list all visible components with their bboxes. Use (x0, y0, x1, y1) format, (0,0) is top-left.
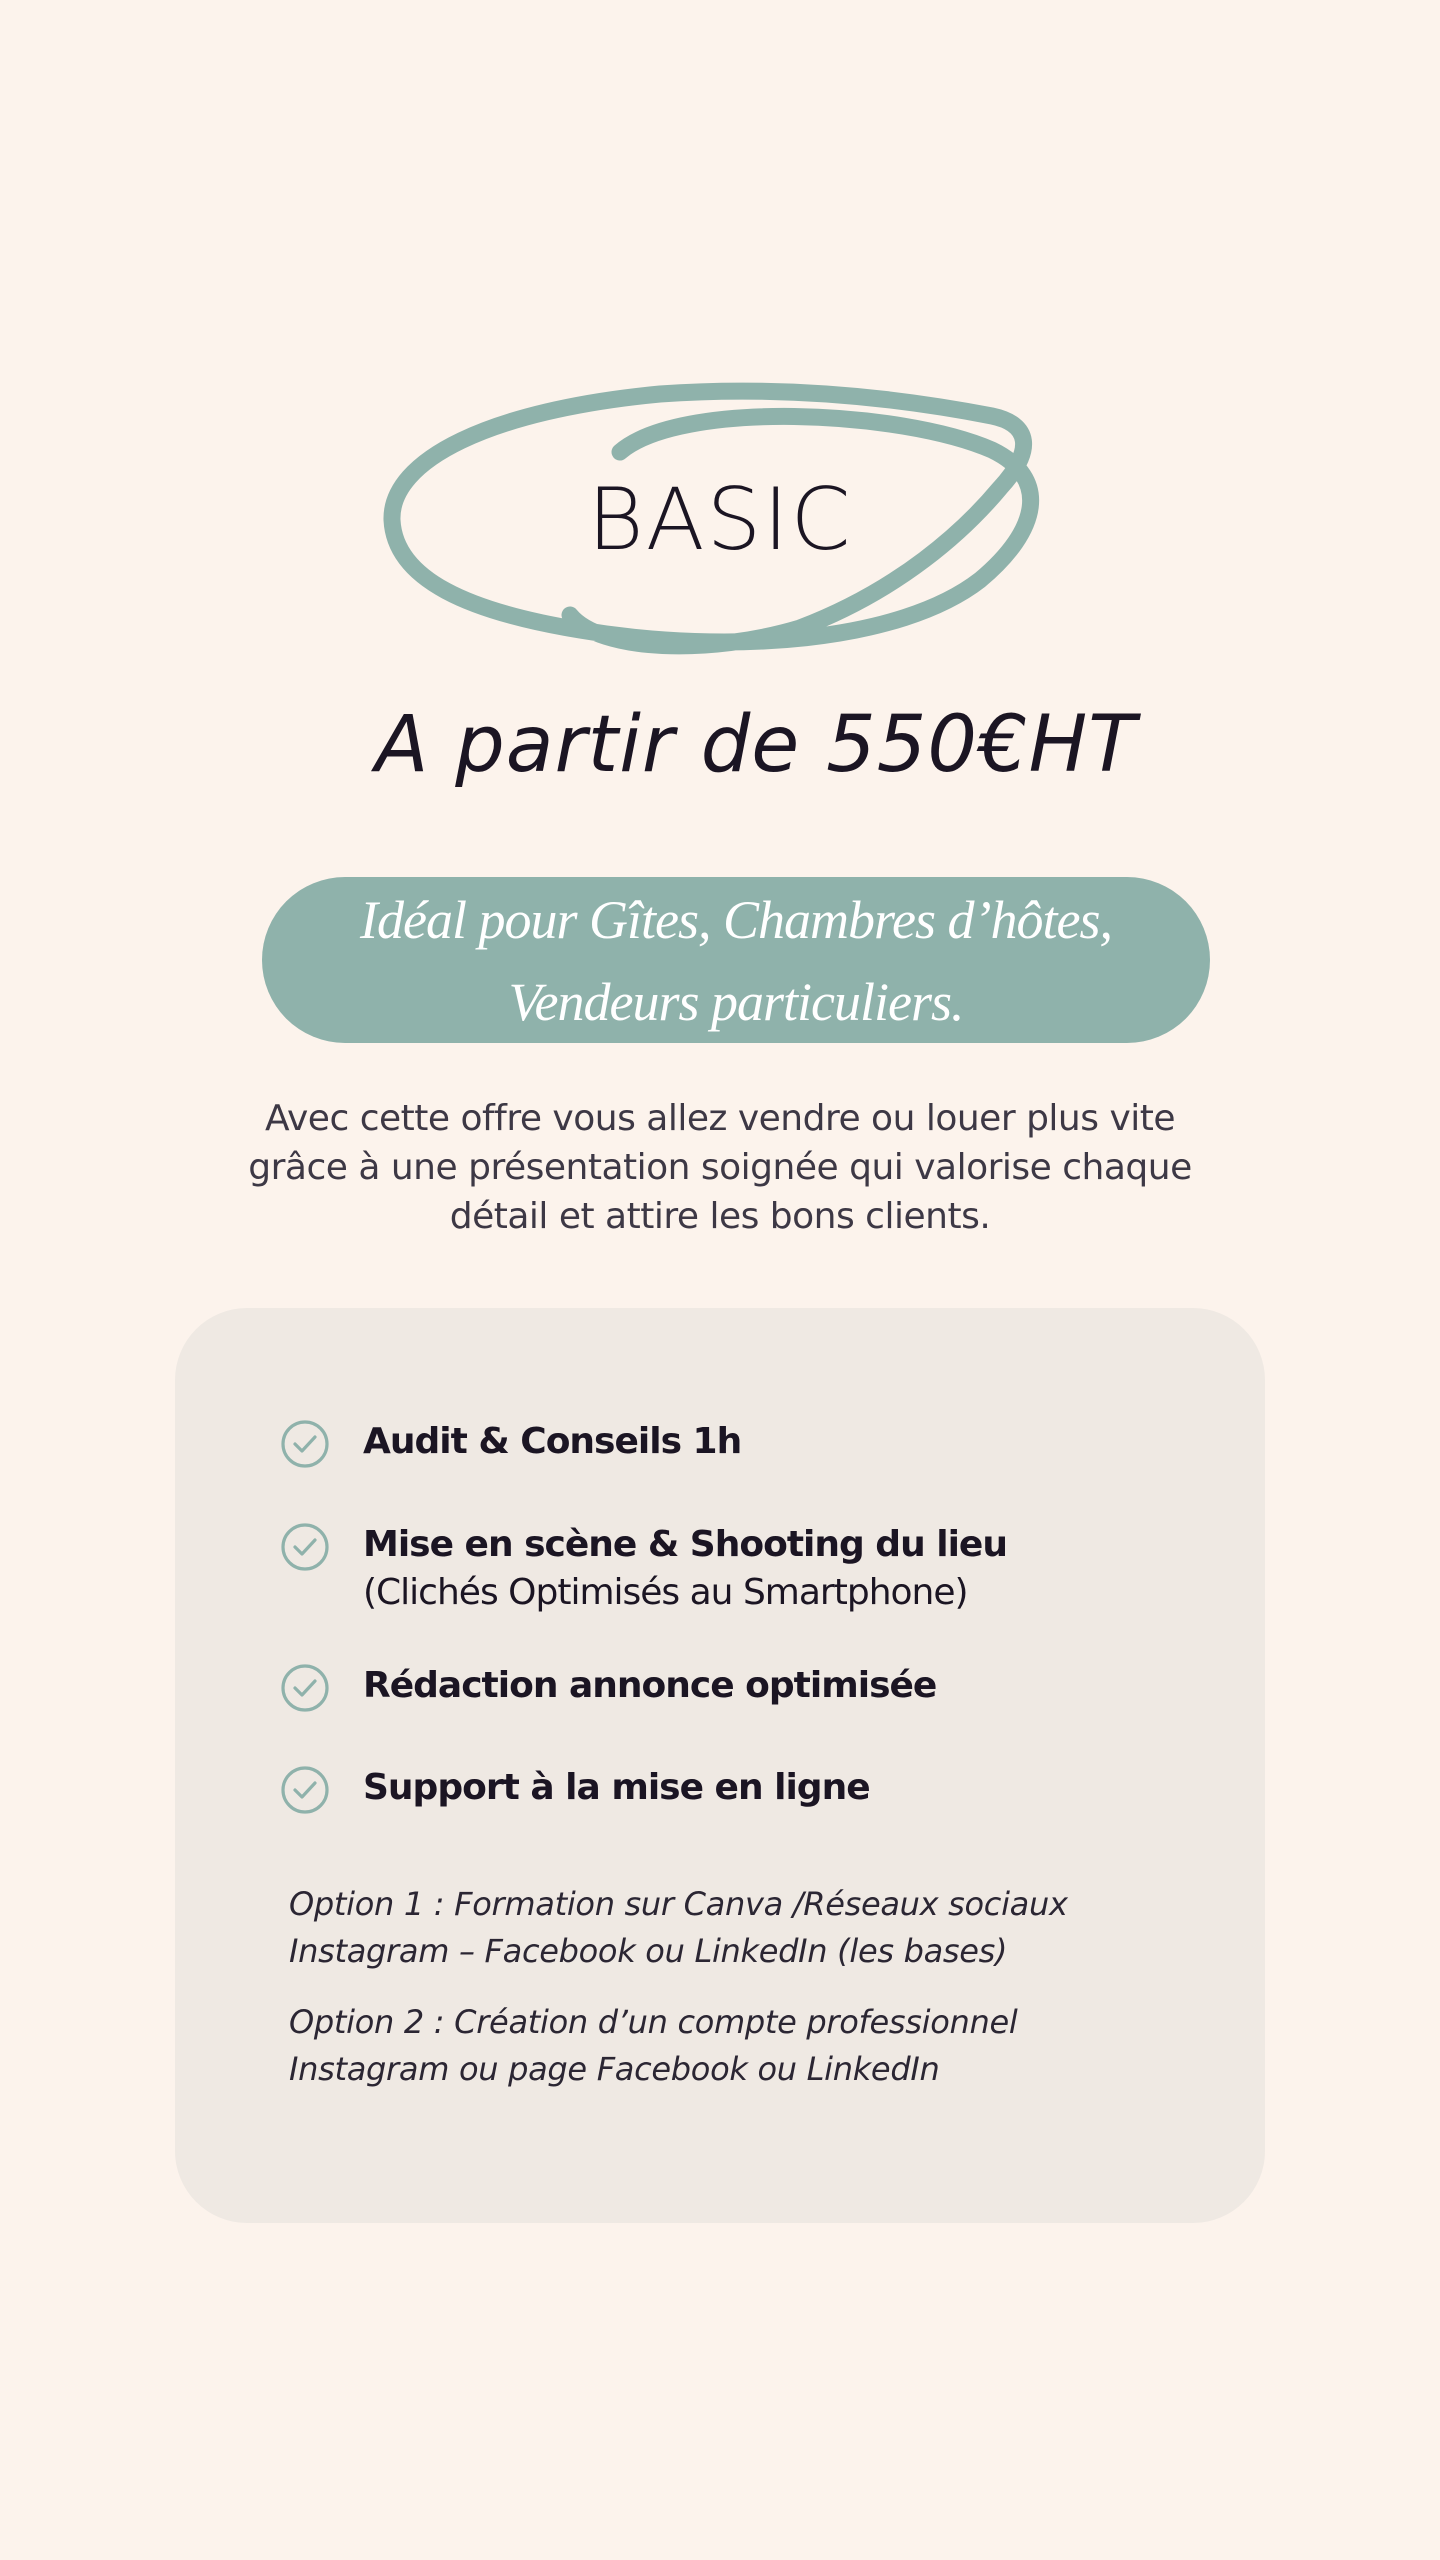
option-2-line-1: Option 2 : Création d’un compte professionnel (289, 2003, 1018, 2041)
check-circle-icon (281, 1664, 329, 1712)
target-audience-line-2: Vendeurs particuliers. (508, 972, 964, 1032)
check-circle-icon (281, 1420, 329, 1468)
feature-item (281, 1418, 741, 1468)
intro-description (220, 1094, 1220, 1241)
target-audience-line-1: Idéal pour Gîtes, Chambres d’hôtes, (360, 890, 1112, 950)
feature-text (363, 1662, 936, 1710)
option-2-line-2: Instagram ou page Facebook ou LinkedIn (289, 2050, 940, 2088)
feature-title: Mise en scène & Shooting du lieu (363, 1524, 1007, 1565)
intro-line-1: Avec cette offre vous allez vendre ou louer plus vite (264, 1098, 1176, 1139)
feature-text (363, 1764, 870, 1812)
feature-text (363, 1418, 741, 1466)
feature-subtitle: (Clichés Optimisés au Smartphone) (363, 1572, 968, 1613)
feature-item (281, 1662, 936, 1712)
check-circle-icon (281, 1523, 329, 1571)
feature-item (281, 1764, 870, 1814)
option-1 (289, 1881, 1229, 1975)
check-circle-icon (281, 1766, 329, 1814)
intro-line-3: détail et attire les bons clients. (449, 1196, 991, 1237)
feature-title: Audit & Conseils 1h (363, 1421, 742, 1462)
option-2 (289, 1999, 1229, 2093)
feature-item (281, 1521, 1007, 1617)
plan-price: A partir de 550€HT (375, 700, 1137, 790)
features-card (175, 1308, 1265, 2223)
option-1-line-1: Option 1 : Formation sur Canva /Réseaux sociaux (289, 1885, 1068, 1923)
option-1-line-2: Instagram – Facebook ou LinkedIn (les bases) (289, 1932, 1008, 1970)
feature-title: Rédaction annonce optimisée (363, 1665, 937, 1706)
feature-title: Support à la mise en ligne (363, 1767, 870, 1808)
intro-line-2: grâce à une présentation soignée qui valorise chaque (248, 1147, 1192, 1188)
feature-text (363, 1521, 1007, 1617)
plan-title: BASIC (587, 470, 853, 570)
target-audience-badge (262, 877, 1210, 1043)
